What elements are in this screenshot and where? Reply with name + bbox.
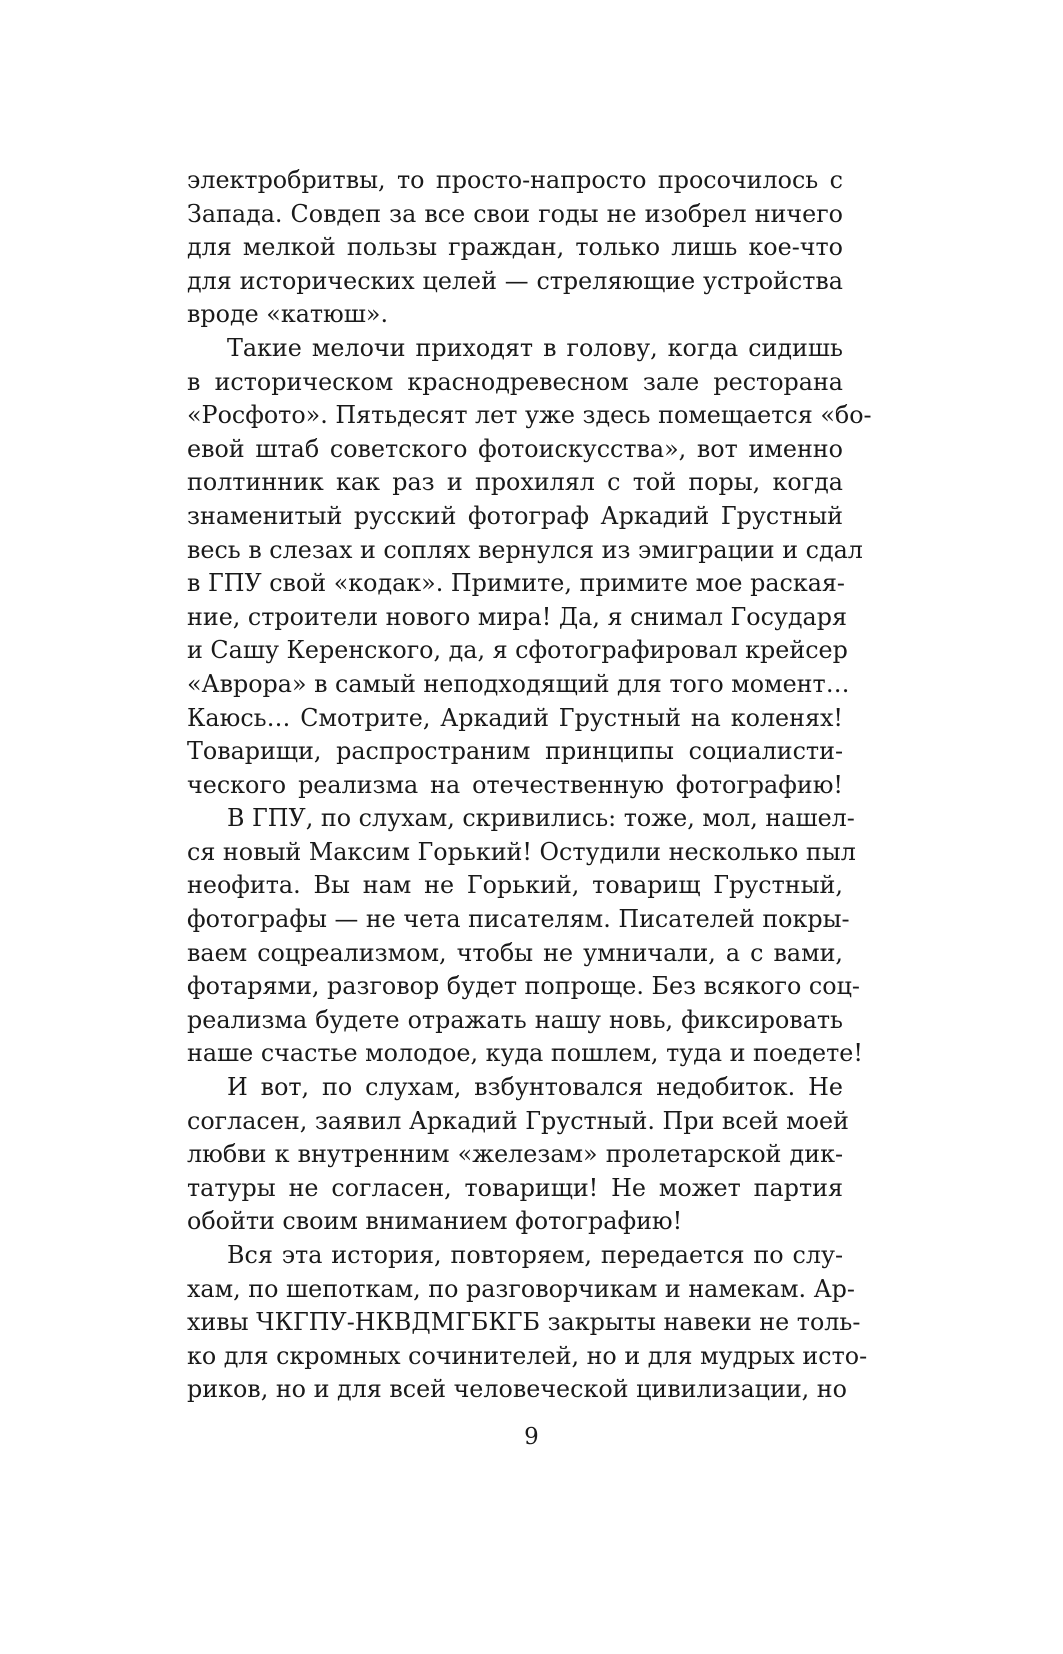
text-line: наше счастье молодое, куда пошлем, туда и поедете!	[187, 1039, 863, 1068]
text-line: «Аврора» в самый неподходящий для того момент…	[187, 669, 850, 698]
text-line: весь в слезах и соплях вернулся из эмиграции и сдал	[187, 535, 863, 564]
text-line: В ГПУ, по слухам, скривились: тоже, мол, нашел-	[227, 804, 855, 833]
text-line: для исторических целей — стреляющие устройства	[187, 266, 843, 295]
text-line: неофита. Вы нам не Горький, товарищ Грустный,	[187, 871, 843, 900]
text-line: татуры не согласен, товарищи! Не может партия	[187, 1173, 843, 1202]
page-number: 9	[524, 1424, 539, 1450]
text-line: ние, строители нового мира! Да, я снимал Государя	[187, 602, 847, 631]
text-line: обойти своим вниманием фотографию!	[187, 1207, 683, 1236]
paragraph	[187, 1071, 849, 1239]
text-line: реализма будете отражать нашу новь, фиксировать	[187, 1005, 843, 1034]
paragraph	[187, 332, 872, 802]
text-line: вроде «катюш».	[187, 300, 389, 329]
text-line: Запада. Совдеп за все свои годы не изобрел ничего	[187, 199, 843, 228]
body-text	[187, 164, 872, 1407]
text-line: Товарищи, распространим принципы социалисти-	[187, 737, 843, 766]
text-line: Такие мелочи приходят в голову, когда сидишь	[227, 333, 843, 362]
text-line: риков, но и для всей человеческой цивилизации, но	[187, 1375, 847, 1404]
text-line: знаменитый русский фотограф Аркадий Грустный	[187, 501, 843, 530]
text-line: евой штаб советского фотоискусства», вот именно	[187, 434, 843, 463]
text-line: ческого реализма на отечественную фотографию!	[187, 770, 843, 799]
text-line: в ГПУ свой «кодак». Примите, примите мое раская-	[187, 569, 845, 598]
text-line: ся новый Максим Горький! Остудили несколько пыл	[187, 837, 856, 866]
text-line: хам, по шепоткам, по разговорчикам и намекам. Ар-	[187, 1274, 855, 1303]
paragraph	[187, 1239, 868, 1407]
text-line: полтинник как раз и прохилял с той поры, когда	[187, 468, 843, 497]
text-line: фотарями, разговор будет попроще. Без всякого соц-	[187, 972, 860, 1001]
text-line: ваем соцреализмом, чтобы не умничали, а с вами,	[187, 938, 843, 967]
text-line: Вся эта история, повторяем, передается по слу-	[227, 1241, 843, 1269]
text-line: фотографы — не чета писателям. Писателей покры-	[187, 905, 850, 934]
paragraph	[187, 164, 843, 332]
text-line: в историческом краснодревесном зале ресторана	[187, 367, 843, 396]
text-line: Каюсь… Смотрите, Аркадий Грустный на коленях!	[187, 703, 843, 732]
text-line: хивы ЧКГПУ-НКВДМГБКГБ закрыты навеки не толь-	[187, 1308, 861, 1337]
text-line: для мелкой пользы граждан, только лишь кое-что	[187, 233, 843, 262]
text-line: согласен, заявил Аркадий Грустный. При всей моей	[187, 1106, 849, 1135]
text-line: ко для скромных сочинителей, но и для мудрых исто-	[187, 1341, 868, 1370]
paragraph	[187, 802, 863, 1071]
text-line: электробритвы, то просто-напросто просочилось с	[187, 166, 843, 194]
text-line: и Сашу Керенского, да, я сфотографировал крейсер	[187, 636, 848, 665]
text-line: «Росфото». Пятьдесят лет уже здесь помещается «бо-	[187, 401, 872, 430]
text-line: И вот, по слухам, взбунтовался недобиток. Не	[227, 1073, 843, 1102]
text-line: любви к внутренним «железам» пролетарской дик-	[187, 1140, 843, 1169]
